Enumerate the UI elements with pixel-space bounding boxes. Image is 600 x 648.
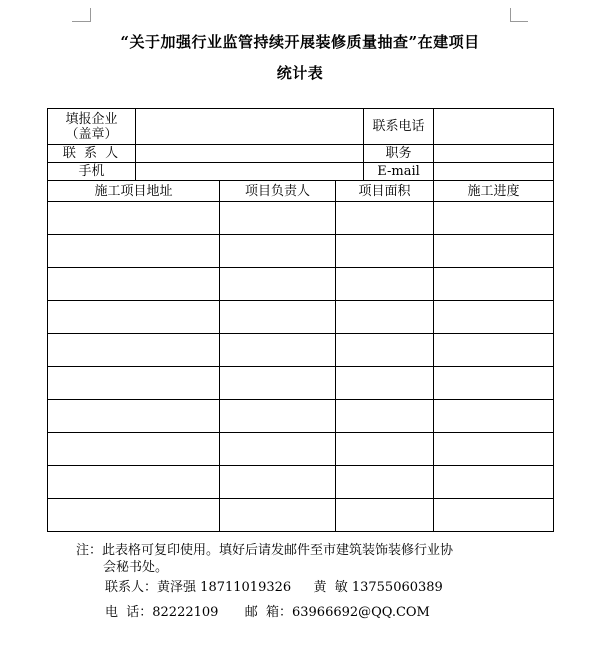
address-cell[interactable] <box>48 235 220 268</box>
crop-mark-top-right <box>510 21 528 22</box>
area-cell[interactable] <box>336 433 434 466</box>
progress-cell[interactable] <box>434 334 554 367</box>
manager-cell[interactable] <box>220 334 336 367</box>
area-cell[interactable] <box>336 367 434 400</box>
company-label: 填报企业 <box>65 111 118 127</box>
table-row <box>48 367 554 400</box>
area-cell[interactable] <box>336 202 434 235</box>
phone-label: 联系电话 <box>364 109 434 145</box>
address-cell[interactable] <box>48 433 220 466</box>
manager-cell[interactable] <box>220 202 336 235</box>
contact-line <box>105 576 443 595</box>
manager-cell[interactable] <box>220 301 336 334</box>
header-project-area: 项目面积 <box>336 181 434 202</box>
tel-number: 82222109 <box>152 605 219 620</box>
table-row <box>48 499 554 532</box>
manager-cell[interactable] <box>220 400 336 433</box>
contact-person-input-cell[interactable] <box>136 145 364 163</box>
note-line-1: 注：此表格可复印使用。填好后请发邮件至市建筑装饰装修行业协 <box>76 543 454 558</box>
crop-mark-top-right <box>510 8 511 22</box>
tel-mail-line <box>105 601 430 620</box>
person2-phone: 13755060389 <box>351 580 443 595</box>
email-input-cell[interactable] <box>434 163 554 181</box>
address-cell[interactable] <box>48 400 220 433</box>
address-cell[interactable] <box>48 301 220 334</box>
manager-cell[interactable] <box>220 235 336 268</box>
company-input-cell[interactable] <box>136 109 364 145</box>
progress-cell[interactable] <box>434 301 554 334</box>
table-row <box>48 334 554 367</box>
document-subtitle: 统计表 <box>276 64 324 82</box>
progress-cell[interactable] <box>434 202 554 235</box>
address-cell[interactable] <box>48 334 220 367</box>
area-cell[interactable] <box>336 400 434 433</box>
header-project-address: 施工项目地址 <box>48 181 220 202</box>
area-cell[interactable] <box>336 499 434 532</box>
manager-cell[interactable] <box>220 433 336 466</box>
manager-cell[interactable] <box>220 367 336 400</box>
position-input-cell[interactable] <box>434 145 554 163</box>
crop-mark-top-left <box>90 8 91 22</box>
area-cell[interactable] <box>336 466 434 499</box>
company-label-cell <box>48 109 136 145</box>
person1-phone: 18711019326 <box>200 580 292 595</box>
header-construction-progress: 施工进度 <box>434 181 554 202</box>
progress-cell[interactable] <box>434 499 554 532</box>
manager-cell[interactable] <box>220 268 336 301</box>
address-cell[interactable] <box>48 202 220 235</box>
mail-address: 63966692@QQ.COM <box>291 605 430 620</box>
contact-person-label: 联 系 人 <box>48 145 136 163</box>
table-row <box>48 202 554 235</box>
area-cell[interactable] <box>336 268 434 301</box>
progress-cell[interactable] <box>434 400 554 433</box>
table-row <box>48 433 554 466</box>
progress-cell[interactable] <box>434 367 554 400</box>
phone-input-cell[interactable] <box>434 109 554 145</box>
table-row <box>48 268 554 301</box>
person1-name: 黄泽强 <box>157 580 197 595</box>
address-cell[interactable] <box>48 268 220 301</box>
manager-cell[interactable] <box>220 499 336 532</box>
progress-cell[interactable] <box>434 268 554 301</box>
header-project-manager: 项目负责人 <box>220 181 336 202</box>
position-label: 职务 <box>364 145 434 163</box>
area-cell[interactable] <box>336 301 434 334</box>
table-row <box>48 235 554 268</box>
mail-label: 邮 箱： <box>244 605 292 620</box>
note-line-2: 会秘书处。 <box>103 560 169 575</box>
company-seal-label: （盖章） <box>65 126 118 142</box>
area-cell[interactable] <box>336 334 434 367</box>
address-cell[interactable] <box>48 466 220 499</box>
person2-name: 黄 敏 <box>313 580 348 595</box>
contact-label: 联系人： <box>105 580 158 595</box>
mobile-input-cell[interactable] <box>136 163 364 181</box>
crop-mark-top-left <box>72 21 90 22</box>
manager-cell[interactable] <box>220 466 336 499</box>
progress-cell[interactable] <box>434 433 554 466</box>
area-cell[interactable] <box>336 235 434 268</box>
table-row <box>48 301 554 334</box>
address-cell[interactable] <box>48 499 220 532</box>
table-row <box>48 466 554 499</box>
statistics-form <box>47 108 554 532</box>
progress-cell[interactable] <box>434 235 554 268</box>
email-label: E-mail <box>364 163 434 181</box>
table-row <box>48 400 554 433</box>
progress-cell[interactable] <box>434 466 554 499</box>
document-title: “关于加强行业监管持续开展装修质量抽查”在建项目 <box>120 33 480 51</box>
address-cell[interactable] <box>48 367 220 400</box>
mobile-label: 手机 <box>48 163 136 181</box>
tel-label: 电 话： <box>105 605 153 620</box>
